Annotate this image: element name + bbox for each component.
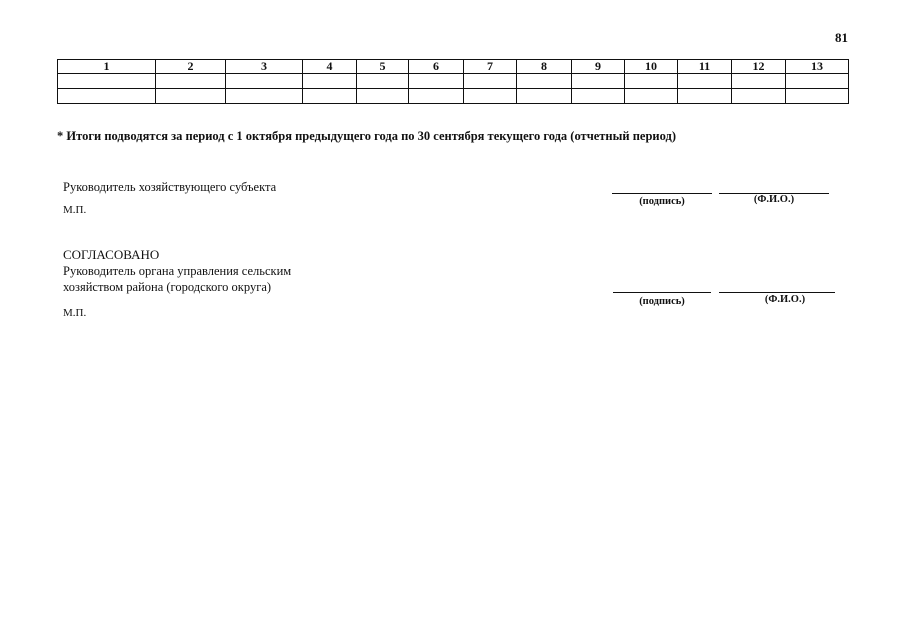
table-cell	[572, 74, 625, 89]
table-cell	[678, 89, 732, 104]
table-cell	[786, 74, 849, 89]
column-header: 13	[786, 60, 849, 74]
table-cell	[409, 89, 464, 104]
block1-name-caption: (Ф.И.О.)	[753, 194, 795, 205]
approved-heading: СОГЛАСОВАНО	[63, 247, 160, 262]
column-header: 10	[625, 60, 678, 74]
page-number: 81	[835, 30, 848, 45]
block2-role-line2: хозяйством района (городского округа)	[63, 280, 272, 294]
column-header: 6	[409, 60, 464, 74]
block2-signature-line	[613, 292, 711, 293]
table-cell	[58, 89, 156, 104]
column-header: 8	[517, 60, 572, 74]
table-cell	[464, 74, 517, 89]
table-header-row	[58, 60, 849, 74]
table-cell	[625, 89, 678, 104]
table-cell	[58, 74, 156, 89]
block1-signature-caption: (подпись)	[639, 196, 685, 207]
table-cell	[303, 74, 357, 89]
table-cell	[357, 89, 409, 104]
table-cell	[226, 89, 303, 104]
block2-signature-caption: (подпись)	[639, 296, 685, 307]
column-header: 7	[464, 60, 517, 74]
table-cell	[732, 89, 786, 104]
column-header: 11	[678, 60, 732, 74]
table-cell	[357, 74, 409, 89]
table-cell	[732, 74, 786, 89]
table-cell	[226, 74, 303, 89]
data-table	[57, 59, 849, 104]
table-cell	[409, 74, 464, 89]
table-row	[58, 89, 849, 104]
block2-name-caption: (Ф.И.О.)	[764, 294, 806, 305]
table-cell	[625, 74, 678, 89]
table-cell	[156, 74, 226, 89]
column-header: 1	[58, 60, 156, 74]
table-cell	[303, 89, 357, 104]
column-header: 5	[357, 60, 409, 74]
block1-stamp: М.П.	[63, 204, 87, 216]
table-cell	[464, 89, 517, 104]
column-header: 2	[156, 60, 226, 74]
table-cell	[572, 89, 625, 104]
block1-role: Руководитель хозяйствующего субъекта	[63, 180, 277, 194]
table-cell	[517, 74, 572, 89]
table-cell	[517, 89, 572, 104]
table-row	[58, 74, 849, 89]
block2-role-line1: Руководитель органа управления сельским	[63, 264, 292, 278]
table-cell	[156, 89, 226, 104]
block2-name-line	[719, 292, 835, 293]
column-header: 4	[303, 60, 357, 74]
table-cell	[786, 89, 849, 104]
block1-signature-line	[612, 193, 712, 194]
column-header: 3	[226, 60, 303, 74]
column-header: 12	[732, 60, 786, 74]
footnote: * Итоги подводятся за период с 1 октября предыдущего года по 30 сентября текущего года (отчетный период)	[57, 129, 677, 143]
table-cell	[678, 74, 732, 89]
column-header: 9	[572, 60, 625, 74]
block2-stamp: М.П.	[63, 307, 87, 319]
